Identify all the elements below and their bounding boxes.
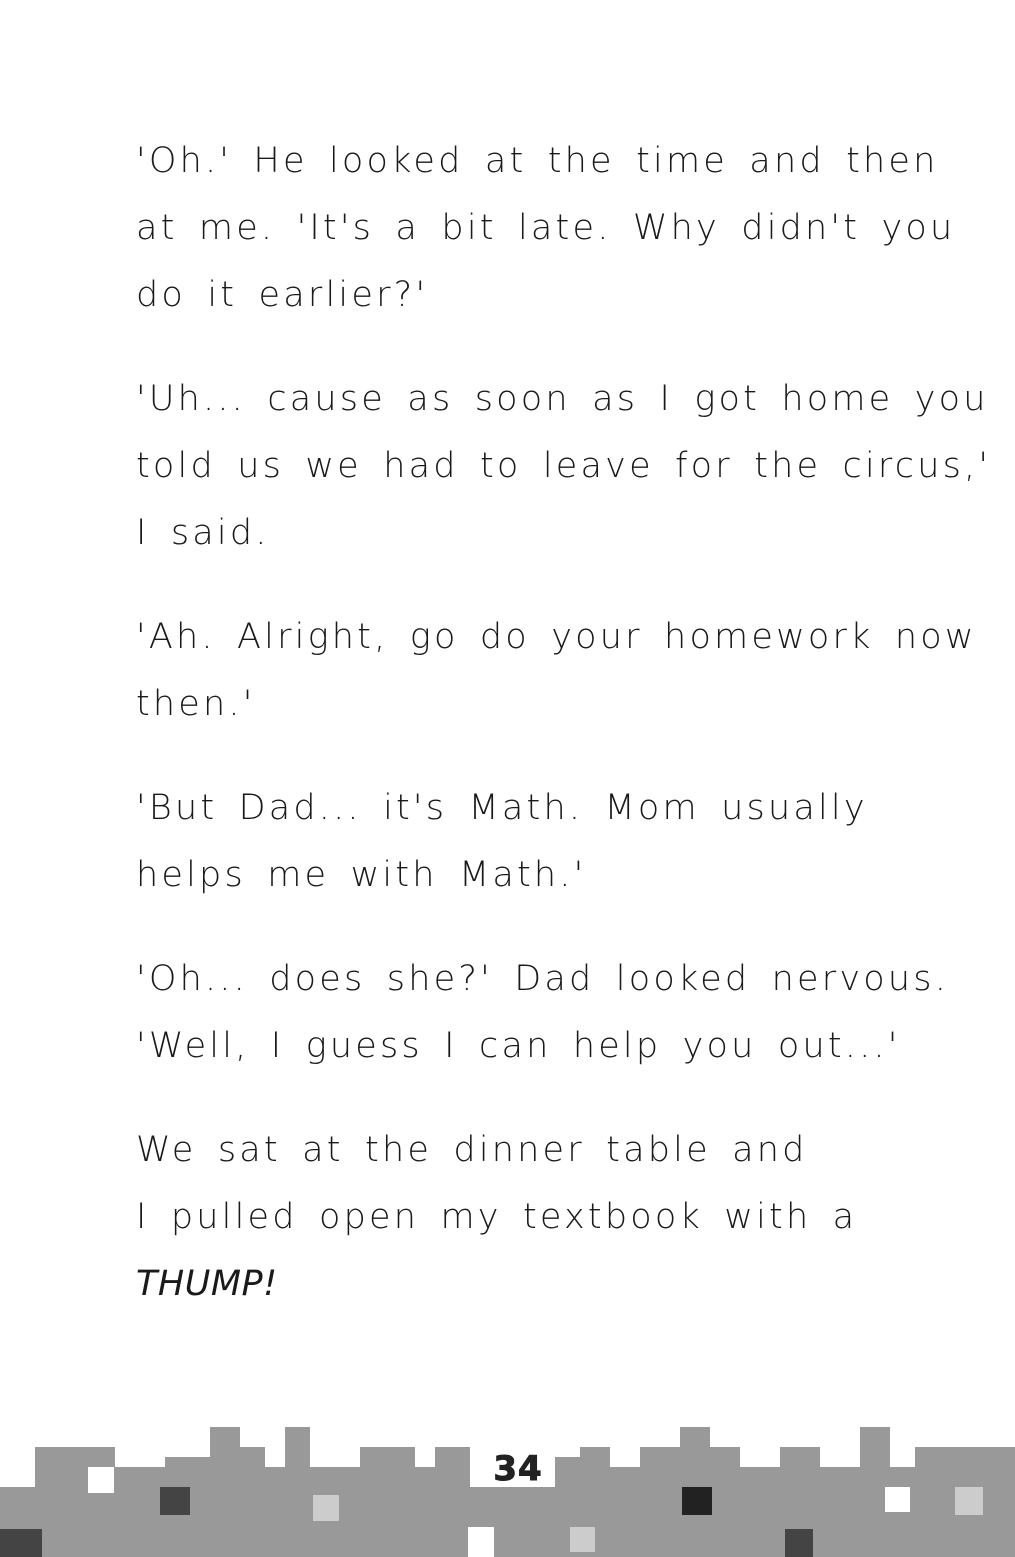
- text-line: 'Uh... cause as soon as I got home you: [136, 379, 989, 419]
- text-line: told us we had to leave for the circus,': [136, 446, 992, 486]
- pixel-block: [468, 1527, 494, 1557]
- paragraph-2: [136, 366, 992, 567]
- text-line: 'But Dad... it's Math. Mom usually: [136, 788, 868, 828]
- text-line: at me. 'It's a bit late. Why didn't you: [136, 208, 956, 248]
- pixel-block: [265, 1467, 285, 1557]
- pixel-block: [360, 1447, 415, 1557]
- paragraph-3: [136, 604, 977, 738]
- text-line: We sat at the dinner table and: [136, 1130, 808, 1170]
- text-line: I pulled open my textbook with a: [136, 1197, 858, 1237]
- paragraph-1: [136, 128, 956, 329]
- pixel-block: [640, 1447, 680, 1557]
- pixel-blocks: [0, 1427, 1015, 1557]
- pixel-footer: [0, 1427, 1015, 1557]
- text-line: 'Ah. Alright, go do your homework now: [136, 617, 977, 657]
- text-line: I said.: [136, 513, 270, 553]
- pixel-block: [88, 1467, 114, 1493]
- pixel-skyline-decoration: [0, 1427, 1015, 1557]
- pixel-block: [885, 1487, 910, 1512]
- pixel-block: [740, 1467, 780, 1557]
- paragraph-6: [136, 1117, 896, 1318]
- pixel-block: [710, 1447, 740, 1557]
- pixel-block: [115, 1467, 165, 1557]
- pixel-block: [415, 1467, 435, 1557]
- pixel-block: [955, 1487, 983, 1515]
- pixel-block: [610, 1467, 640, 1557]
- text-line: then.': [136, 684, 256, 724]
- pixel-block: [160, 1487, 190, 1515]
- text-line: 'Oh.' He looked at the time and then: [136, 141, 939, 181]
- pixel-block: [65, 1447, 115, 1557]
- text-line: 'Well, I guess I can help you out...': [136, 1026, 901, 1066]
- pixel-block: [682, 1487, 712, 1515]
- pixel-block: [0, 1529, 42, 1557]
- page-number: 34: [493, 1449, 543, 1489]
- pixel-block: [210, 1427, 240, 1557]
- pixel-block: [285, 1427, 310, 1557]
- paragraph-4: [136, 775, 896, 909]
- pixel-block: [240, 1447, 265, 1557]
- thump-text: THUMP!: [136, 1264, 278, 1304]
- pixel-block: [313, 1495, 339, 1521]
- pixel-block: [435, 1447, 470, 1557]
- text-line: 'Oh... does she?' Dad looked nervous.: [136, 959, 950, 999]
- pixel-block: [570, 1527, 595, 1552]
- pixel-block: [820, 1467, 860, 1557]
- pixel-block: [785, 1529, 813, 1557]
- story-text: [136, 128, 992, 1355]
- text-line: helps me with Math.': [136, 855, 587, 895]
- text-line: do it earlier?': [136, 275, 429, 315]
- paragraph-5: [136, 946, 950, 1080]
